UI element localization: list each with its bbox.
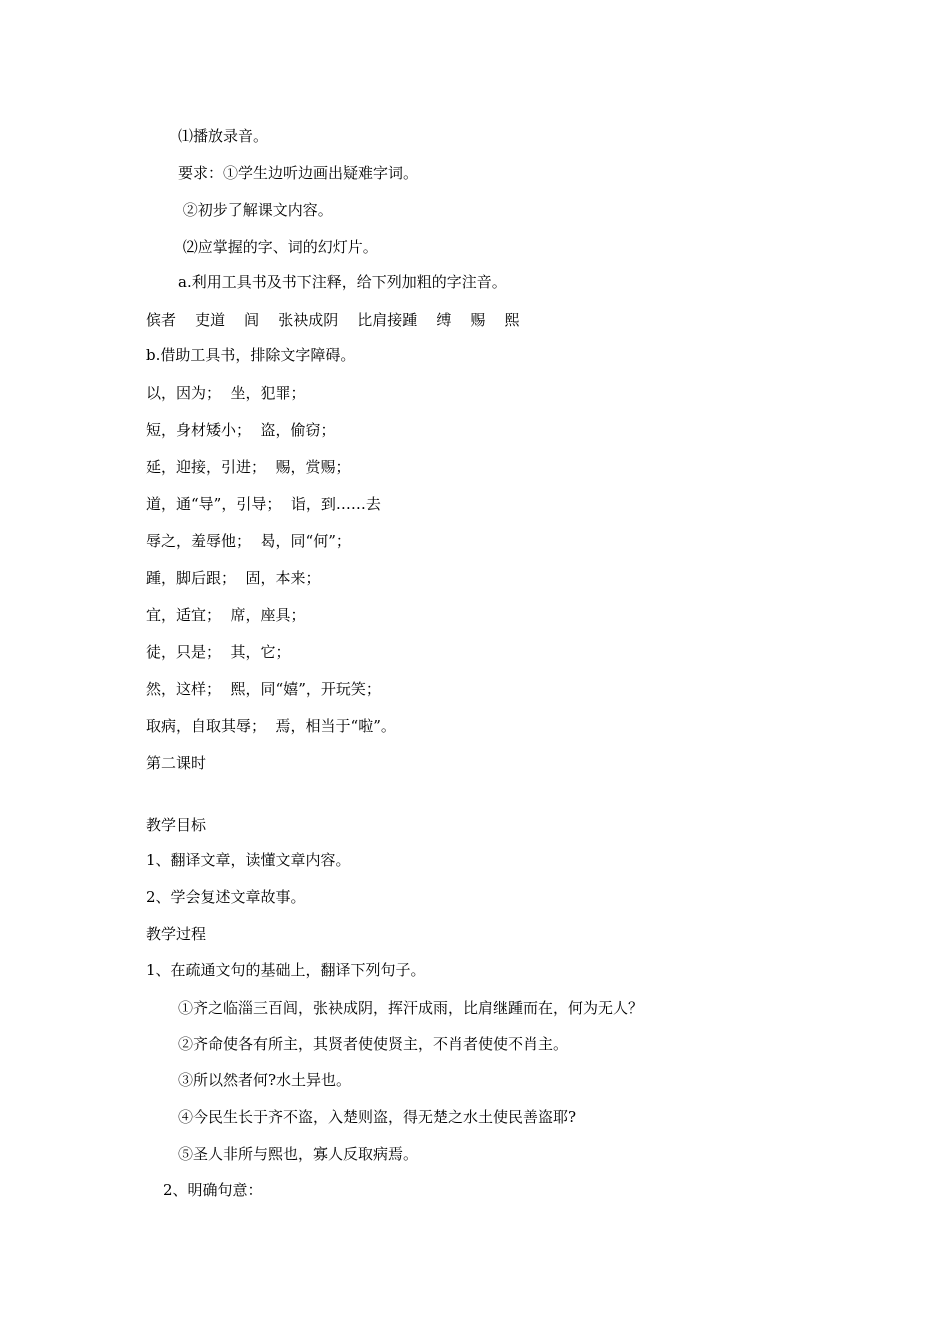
text-line: ⑴播放录音。 <box>178 127 269 145</box>
vocab-list: 傧者 吏道 闾 张袂成阴 比肩接踵 缚 赐 熙 <box>146 311 520 329</box>
text-line: b.借助工具书，排除文字障碍。 <box>146 346 356 364</box>
sentence-item: ①齐之临淄三百闾，张袂成阴，挥汗成雨，比肩继踵而在，何为无人？ <box>178 999 644 1017</box>
section-heading: 教学目标 <box>146 816 207 834</box>
gloss-line: 踵，脚后跟； 固，本来； <box>146 569 321 587</box>
sentence-item: ⑤圣人非所与熙也，寡人反取病焉。 <box>178 1145 419 1163</box>
sentence-item: ③所以然者何?水土异也。 <box>178 1071 352 1089</box>
objective-item: 2、学会复述文章故事。 <box>146 888 306 906</box>
gloss-line: 宜，适宜； 席，座具； <box>146 606 306 624</box>
section-heading: 教学过程 <box>146 925 207 943</box>
section-heading: 第二课时 <box>146 754 207 772</box>
gloss-line: 辱之，羞辱他； 曷，同“何”； <box>146 532 351 550</box>
sentence-item: ②齐命使各有所主，其贤者使使贤主，不肖者使使不肖主。 <box>178 1035 569 1053</box>
gloss-line: 短，身材矮小； 盗，偷窃； <box>146 421 336 439</box>
gloss-line: 道，通“导”，引导； 诣，到……去 <box>146 495 381 513</box>
process-step: 2、明确句意： <box>163 1181 263 1199</box>
objective-item: 1、翻译文章，读懂文章内容。 <box>146 851 351 869</box>
gloss-line: 徒，只是； 其，它； <box>146 643 291 661</box>
process-step: 1、在疏通文句的基础上，翻译下列句子。 <box>146 961 426 979</box>
gloss-line: 然，这样； 熙，同“嬉”，开玩笑； <box>146 680 381 698</box>
text-line: ②初步了解课文内容。 <box>178 201 333 219</box>
sentence-item: ④今民生长于齐不盗，入楚则盗，得无楚之水土使民善盗耶? <box>178 1108 577 1126</box>
text-line: ⑵应掌握的字、词的幻灯片。 <box>178 238 378 256</box>
text-line: a.利用工具书及书下注释，给下列加粗的字注音。 <box>178 273 507 291</box>
gloss-line: 取病，自取其辱； 焉，相当于“啦”。 <box>146 717 396 735</box>
text-line: 要求：①学生边听边画出疑难字词。 <box>178 164 419 182</box>
gloss-line: 延，迎接，引进； 赐，赏赐； <box>146 458 351 476</box>
gloss-line: 以，因为； 坐，犯罪； <box>146 384 306 402</box>
